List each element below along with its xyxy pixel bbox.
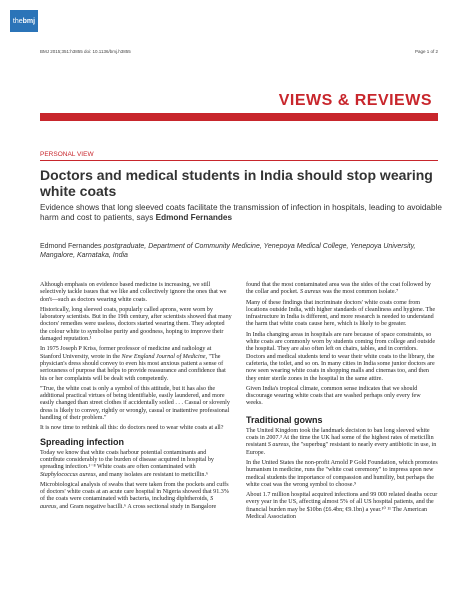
logo-brand: bmj: [22, 17, 36, 25]
paragraph: It is now time to rethink all this: do doctors need to wear white coats at all?: [40, 425, 224, 432]
article-title: Doctors and medical students in India should stop wearing white coats: [40, 167, 433, 199]
bmj-logo[interactable]: [10, 10, 38, 32]
byline-affiliation: postgraduate, Department of Community Medicine, Yenepoya Medical College, Yenepoya University, Mangalore, Karnataka, India: [40, 243, 416, 259]
right-column: [246, 282, 438, 524]
species-name: Staphylococcus aureus: [40, 471, 96, 478]
paragraph: Given India's tropical climate, common sense indicates that we should discourage wearing white coats that are washed perhaps only every few weeks.: [246, 385, 421, 407]
paragraph: [246, 282, 438, 297]
paragraph: [40, 450, 232, 479]
page-indicator: Page 1 of 2: [414, 49, 438, 54]
article-kicker: PERSONAL VIEW: [40, 151, 94, 158]
text-run: was the most common isolate.⁷: [320, 289, 399, 296]
logo-prefix: the: [12, 17, 23, 25]
text-run: In 1975 Joseph P Kriss, former professor of medicine and radiology at Stanford University, wrote in the: [40, 346, 212, 360]
species-name: S aureus: [40, 496, 214, 510]
paragraph: [246, 428, 438, 457]
text-run: Today we know that white coats harbour potential contaminants and contribute considerably to the burden of disease acquired in hospital by spreading infection.¹⁻⁸ White coats are often contaminated with: [40, 449, 214, 471]
section-bar: [40, 113, 438, 121]
byline-name: Edmond Fernandes: [40, 243, 102, 250]
subheading-spreading-infection: Spreading infection: [40, 436, 125, 447]
standfirst-text: Evidence shows that long sleeved coats facilitate the transmission of infection in hospitals, leading to avoidable harm and cost to patients, says: [40, 203, 442, 222]
species-name: S aureus: [299, 289, 321, 296]
species-name: S aureus: [267, 442, 289, 449]
byline: [40, 243, 440, 260]
text-run: , "The physician's dress should convey to even his most anxious patient a sense of seriousness of purpose that helps to provide reassurance and confidence that his or her complaints will be dealt with competently.: [40, 353, 226, 382]
text-run: Microbiological analysis of swabs that were taken from the pockets and cuffs of doctors' white coats at an acute care hospital in Nigeria showed that 91.3% of the coats were contaminated with bacteria, including diphtheroids,: [40, 481, 229, 503]
standfirst: [40, 203, 442, 223]
section-heading: VIEWS & REVIEWS: [278, 92, 432, 109]
text-run: , the "superbug" resistant to nearly every antibiotic in use, in Europe.: [246, 442, 437, 456]
text-run: The United Kingdom took the landmark decision to ban long sleeved white coats in 2007.³ At the time the UK had some of the highest rates of meticillin resistant: [246, 427, 434, 449]
paragraph: Many of these findings that incriminate doctors' white coats come from locations outside India, with higher standards of cleanliness and hygiene. The infrastructure in India is different, and more research is needed to understand the harm that white coats cause here, which is likely to be greater.: [246, 299, 436, 328]
text-run: found that the most contaminated area was the sides of the coat followed by the collar and pocket.: [246, 282, 431, 296]
paragraph: [40, 346, 232, 382]
standfirst-author: Edmond Fernandes: [155, 212, 233, 222]
text-run: , and many isolates are resistant to meticillin.⁶: [95, 471, 209, 478]
paragraph: About 1.7 million hospital acquired infections and 99 000 related deaths occur every year in the US, affecting almost 5% of all US hospital patients, and the financial burden may be $10bn (£6.4bn; €9.1bn) a year.¹⁰ ¹¹ The American Medical Association: [246, 492, 438, 521]
paragraph: "True, the white coat is only a symbol of this attitude, but it has also the additional practical virtues of being identifiable, easily laundered, and more easily changed than street clothes if accidentally soiled . . . Casual or slovenly dress is likely to convey, rightly or wrongly, casual or inattentive professional handling of their problem.": [40, 385, 230, 422]
kicker-rule: [40, 160, 438, 161]
left-column: [40, 282, 232, 514]
citation: BMJ 2015;351:h3855 doi: 10.1136/bmj.h3855: [40, 49, 131, 54]
paragraph: Although emphasis on evidence based medicine is increasing, we still selectively tackle issues that we like and collectively ignore the ones that we don't—such as doctors wearing white coats.: [40, 282, 227, 303]
paragraph: [40, 482, 232, 511]
paragraph: In the United States the non-profit Arnold P Gold Foundation, which promotes humanism in medicine, runs the "white coat ceremony" to impress upon new medical students the importance of compassion and humility, but perhaps the white coat was the wrong symbol to choose.⁹: [246, 459, 438, 488]
paragraph: In India changing areas in hospitals are rare because of space constraints, so white coats are commonly worn by students coming from college and outside the hospital. They are also often left on chairs, tables, and in corridors. Doctors and medical students tend to wear their white coats to the library, the cafeteria, the toilet, and so on. In many cities in India some junior doctors are now seen wearing white coats in shopping malls and cinemas too, and then they enter sterile zones in the hospital in the same attire.: [246, 331, 436, 382]
journal-name: New England Journal of Medicine: [121, 353, 206, 360]
subheading-traditional-gowns: Traditional gowns: [246, 414, 323, 425]
page-meta: [40, 49, 438, 54]
paragraph: Historically, long sleeved coats, popularly called aprons, were worn by laboratory scientists. But in the 19th century, after scientists showed that many doctors' remedies were useless, doctors started wearing them. They adopted the colour white to symbolise purity and goodness, hoping to improve their damaged reputation.¹: [40, 306, 232, 343]
text-run: , and Gram negative bacilli.⁶ A cross sectional study in Bangalore: [56, 503, 217, 510]
